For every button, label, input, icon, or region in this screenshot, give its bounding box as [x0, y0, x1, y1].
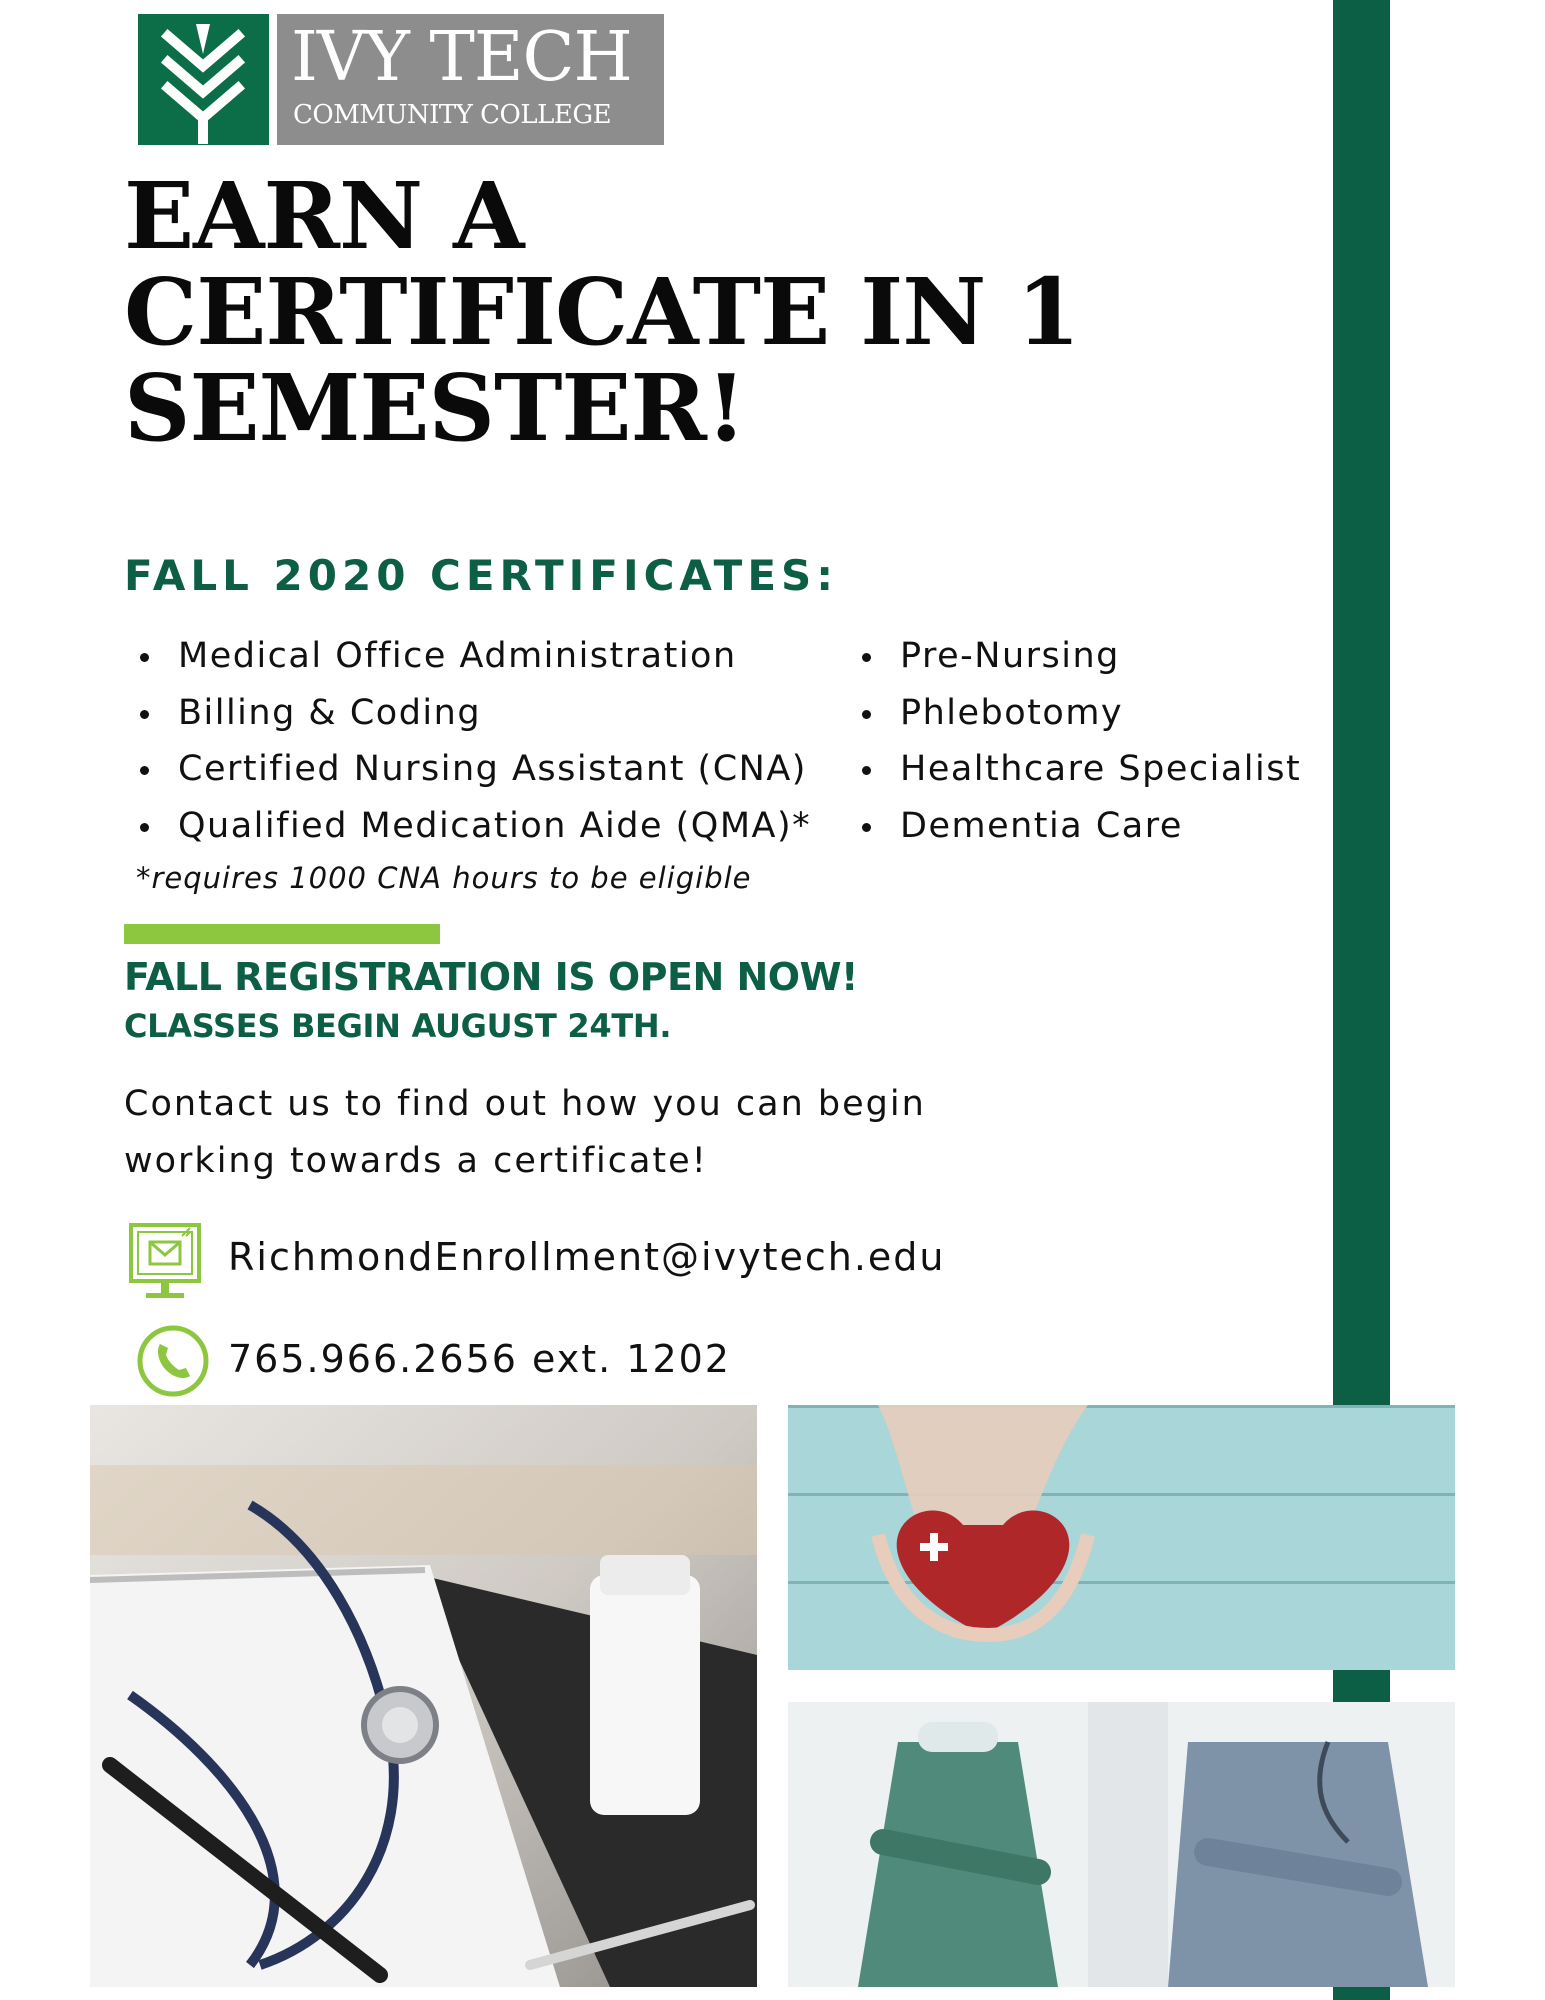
- qma-footnote: *requires 1000 CNA hours to be eligible: [136, 861, 752, 895]
- list-item: Dementia Care: [850, 798, 1301, 855]
- list-item: Qualified Medication Aide (QMA)*: [128, 798, 811, 855]
- green-side-stripe: [1333, 0, 1390, 2000]
- list-item: Medical Office Administration: [128, 628, 811, 685]
- headline-line-1: EARN A: [124, 162, 524, 270]
- accent-divider: [124, 924, 440, 944]
- contact-line-2: working towards a certificate!: [124, 1141, 708, 1181]
- list-item: Billing & Coding: [128, 685, 811, 742]
- certificates-title: FALL 2020 CERTIFICATES:: [124, 551, 839, 600]
- list-item: Phlebotomy: [850, 685, 1301, 742]
- phone-icon: [136, 1324, 210, 1398]
- hands-holding-heart-photo: [788, 1405, 1455, 1670]
- list-item: Healthcare Specialist: [850, 741, 1301, 798]
- certificate-list-left: [128, 628, 811, 854]
- certificate-list-right: [850, 628, 1301, 854]
- headline-line-2: CERTIFICATE IN 1: [124, 258, 1080, 366]
- logo-wordmark: [277, 14, 664, 145]
- ivy-leaf-mark-icon: [138, 14, 269, 145]
- list-item: Certified Nursing Assistant (CNA): [128, 741, 811, 798]
- registration-open-heading: FALL REGISTRATION IS OPEN NOW!: [124, 955, 858, 999]
- logo-name: IVY TECH: [291, 18, 632, 97]
- list-item: Pre-Nursing: [850, 628, 1301, 685]
- computer-mail-icon: [128, 1222, 202, 1304]
- logo-subtitle: COMMUNITY COLLEGE: [293, 100, 612, 130]
- contact-line-1: Contact us to find out how you can begin: [124, 1084, 926, 1124]
- healthcare-workers-photo: [788, 1702, 1455, 1987]
- contact-paragraph: [124, 1076, 926, 1190]
- stethoscope-clipboard-photo: [90, 1405, 757, 1987]
- classes-begin-subheading: CLASSES BEGIN AUGUST 24TH.: [124, 1007, 672, 1045]
- ivy-tech-logo: [138, 14, 664, 145]
- page-headline: [124, 162, 1304, 462]
- headline-line-3: SEMESTER!: [124, 354, 746, 462]
- phone-number-link[interactable]: 765.966.2656 ext. 1202: [228, 1337, 731, 1381]
- email-address-link[interactable]: RichmondEnrollment@ivytech.edu: [228, 1235, 946, 1279]
